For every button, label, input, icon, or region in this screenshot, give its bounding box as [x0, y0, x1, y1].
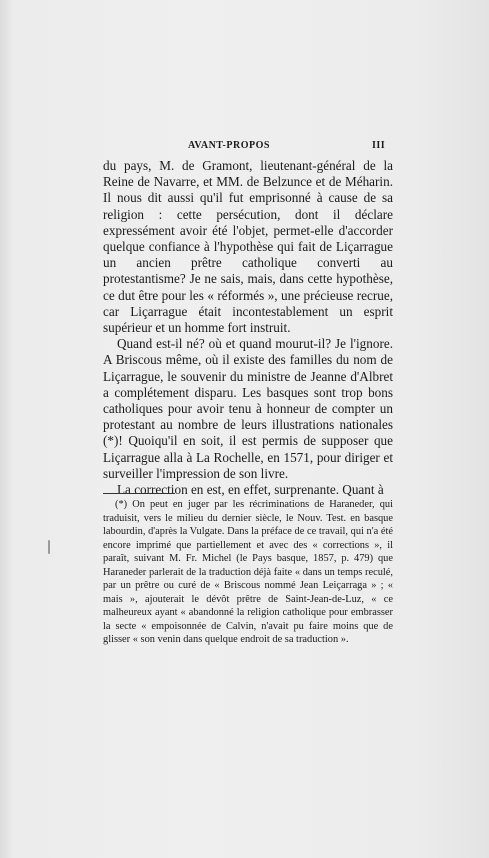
paragraph-2: Quand est-il né? où et quand mourut-il? Je l'ignore. A Briscous même, où il existe des familles du nom de Liçarrague, le souvenir du ministre de Jeanne d'Albret a complétement disparu. Les basques sont trop bons catholiques pour avoir tenu à honneur de compter un protestant au nombre de leurs illustrations nationales (*)! Quoiqu'il en soit, il est permis de supposer que Liçarrague alla à La Rochelle, en 1571, pour diriger et surveiller l'impression de son livre.	[103, 336, 393, 481]
main-text	[103, 158, 393, 498]
running-title: AVANT-PROPOS	[188, 140, 270, 151]
footnote-text: (*) On peut en juger par les récriminations de Haraneder, qui traduisit, vers le milieu du dernier siècle, le Nouv. Test. en basque labourdin, d'après la Vulgate. Dans la préface de ce travail, qui n'a été encore imprimé que partiellement et avec des « corrections », il paraît, suivant M. Fr. Michel (le Pays basque, 1857, p. 479) que Haraneder parlerait de la traduction déjà faite « dans un temps reculé, par un prêtre ou curé de « Briscous nommé Jean Leiçarraga » ; « mais », ajouterait le dévôt prêtre de Saint-Jean-de-Luz, « ce malheureux ayant « abandonné la religion catholique pour embrasser la secte « empoisonnée de Calvin, n'avait pu faire moins que de glisser « son venin dans quelque endroit de sa traduction ».	[103, 499, 393, 645]
page-number: III	[372, 140, 386, 151]
paragraph-1: du pays, M. de Gramont, lieutenant-général de la Reine de Navarre, et MM. de Belzunce et de Méharin. Il nous dit aussi qu'il fut emprisonné à cause de sa religion : cette persécution, dont il déclare expressément avoir été l'objet, permet-elle d'accorder quelque confiance à l'hypothèse qui fait de Liçarrague un ancien prêtre catholique converti au protestantisme? Je ne sais, mais, dans cette hypothèse, ce dut être pour les « réformés », une précieuse recrue, car Liçarrague était incontestablement un esprit supérieur et un homme fort instruit.	[103, 158, 393, 336]
paragraph-3: La correction en est, en effet, surprenante. Quant à	[117, 482, 384, 498]
paper-blemish	[48, 540, 50, 554]
footnote-divider	[103, 493, 175, 494]
footnote	[103, 498, 393, 647]
